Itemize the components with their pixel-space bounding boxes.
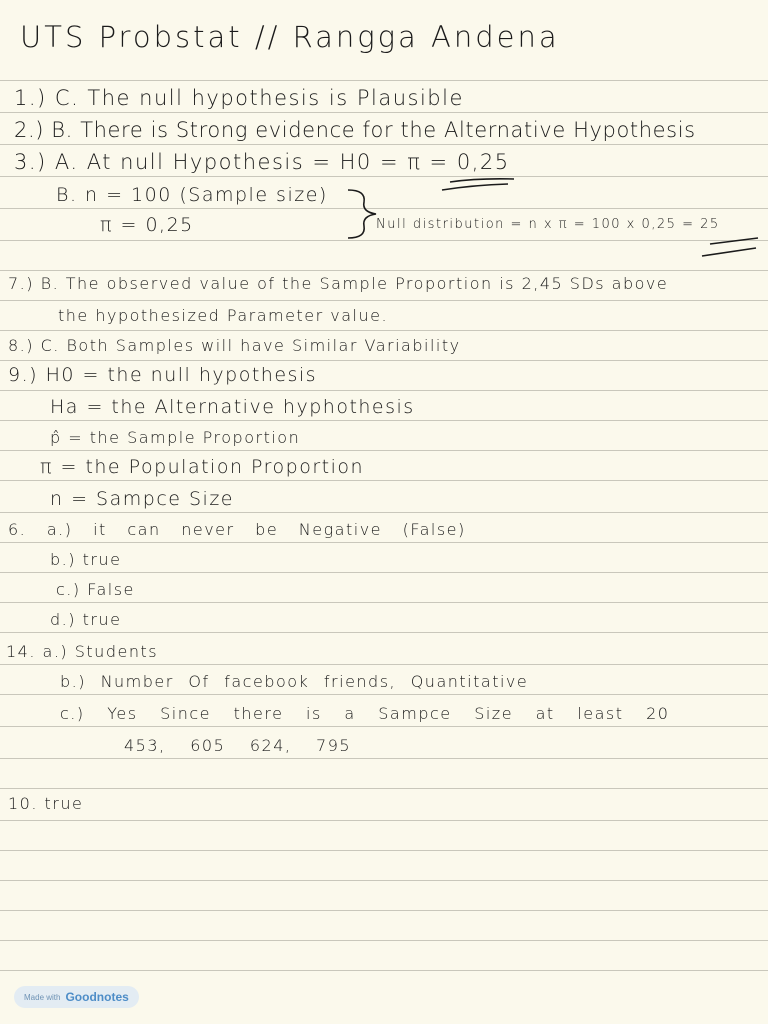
ruled-line bbox=[0, 542, 768, 543]
answer-9d: π = the Population Proportion bbox=[40, 456, 365, 478]
answer-2: 2.) B. There is Strong evidence for the Alternative Hypothesis bbox=[14, 118, 696, 142]
ruled-line bbox=[0, 240, 768, 241]
badge-prefix: Made with bbox=[24, 992, 61, 1002]
ruled-line bbox=[0, 450, 768, 451]
page-title: UTS Probstat // Rangga Andena bbox=[20, 20, 560, 54]
ruled-line bbox=[0, 480, 768, 481]
answer-9e: n = Sampce Size bbox=[50, 488, 234, 510]
ruled-line bbox=[0, 970, 768, 971]
ruled-line bbox=[0, 330, 768, 331]
answer-14c: c.) Yes Since there is a Sampce Size at least 20 bbox=[60, 704, 670, 723]
ruled-line bbox=[0, 300, 768, 301]
ruled-line bbox=[0, 390, 768, 391]
answer-14b: b.) Number Of facebook friends, Quantitative bbox=[60, 672, 529, 691]
answer-14a: 14. a.) Students bbox=[6, 642, 159, 661]
ruled-line bbox=[0, 512, 768, 513]
ruled-line bbox=[0, 940, 768, 941]
answer-10: 10. true bbox=[8, 794, 84, 813]
ruled-line bbox=[0, 726, 768, 727]
ruled-line bbox=[0, 176, 768, 177]
ruled-line bbox=[0, 880, 768, 881]
ruled-line bbox=[0, 910, 768, 911]
ruled-line bbox=[0, 112, 768, 113]
ruled-line bbox=[0, 664, 768, 665]
answer-8: 8.) C. Both Samples will have Similar Variability bbox=[8, 336, 461, 355]
answer-6c: c.) False bbox=[56, 580, 135, 599]
answer-9a: 9.) H0 = the null hypothesis bbox=[8, 364, 318, 386]
ruled-line bbox=[0, 572, 768, 573]
answer-6b: b.) true bbox=[50, 550, 122, 569]
ruled-line bbox=[0, 270, 768, 271]
ruled-line bbox=[0, 80, 768, 81]
ruled-line bbox=[0, 602, 768, 603]
answer-3d: Null distribution = n x π = 100 x 0,25 = 25 bbox=[376, 217, 720, 232]
double-underline-2 bbox=[700, 236, 760, 260]
ruled-line bbox=[0, 208, 768, 209]
curly-brace bbox=[344, 186, 384, 242]
answer-3a: 3.) A. At null Hypothesis = H0 = π = 0,25 bbox=[14, 150, 510, 174]
ruled-line bbox=[0, 820, 768, 821]
ruled-line bbox=[0, 632, 768, 633]
answer-14d: 453, 605 624, 795 bbox=[124, 736, 352, 755]
answer-3c: π = 0,25 bbox=[100, 214, 194, 236]
ruled-line bbox=[0, 144, 768, 145]
answer-3b: B. n = 100 (Sample size) bbox=[56, 184, 328, 206]
answer-1: 1.) C. The null hypothesis is Plausible bbox=[14, 86, 464, 110]
answer-7a: 7.) B. The observed value of the Sample Proportion is 2,45 SDs above bbox=[8, 274, 669, 293]
ruled-line bbox=[0, 850, 768, 851]
answer-9c: p̂ = the Sample Proportion bbox=[50, 428, 301, 447]
answer-9b: Ha = the Alternative hyphothesis bbox=[50, 396, 415, 418]
ruled-line bbox=[0, 360, 768, 361]
answer-6a: 6. a.) it can never be Negative (False) bbox=[8, 520, 466, 539]
ruled-line bbox=[0, 694, 768, 695]
ruled-line bbox=[0, 788, 768, 789]
badge-brand: Goodnotes bbox=[65, 990, 129, 1004]
answer-7b: the hypothesized Parameter value. bbox=[58, 306, 389, 325]
goodnotes-badge[interactable] bbox=[14, 986, 139, 1008]
answer-6d: d.) true bbox=[50, 610, 122, 629]
double-underline bbox=[438, 176, 518, 196]
ruled-line bbox=[0, 758, 768, 759]
ruled-line bbox=[0, 420, 768, 421]
